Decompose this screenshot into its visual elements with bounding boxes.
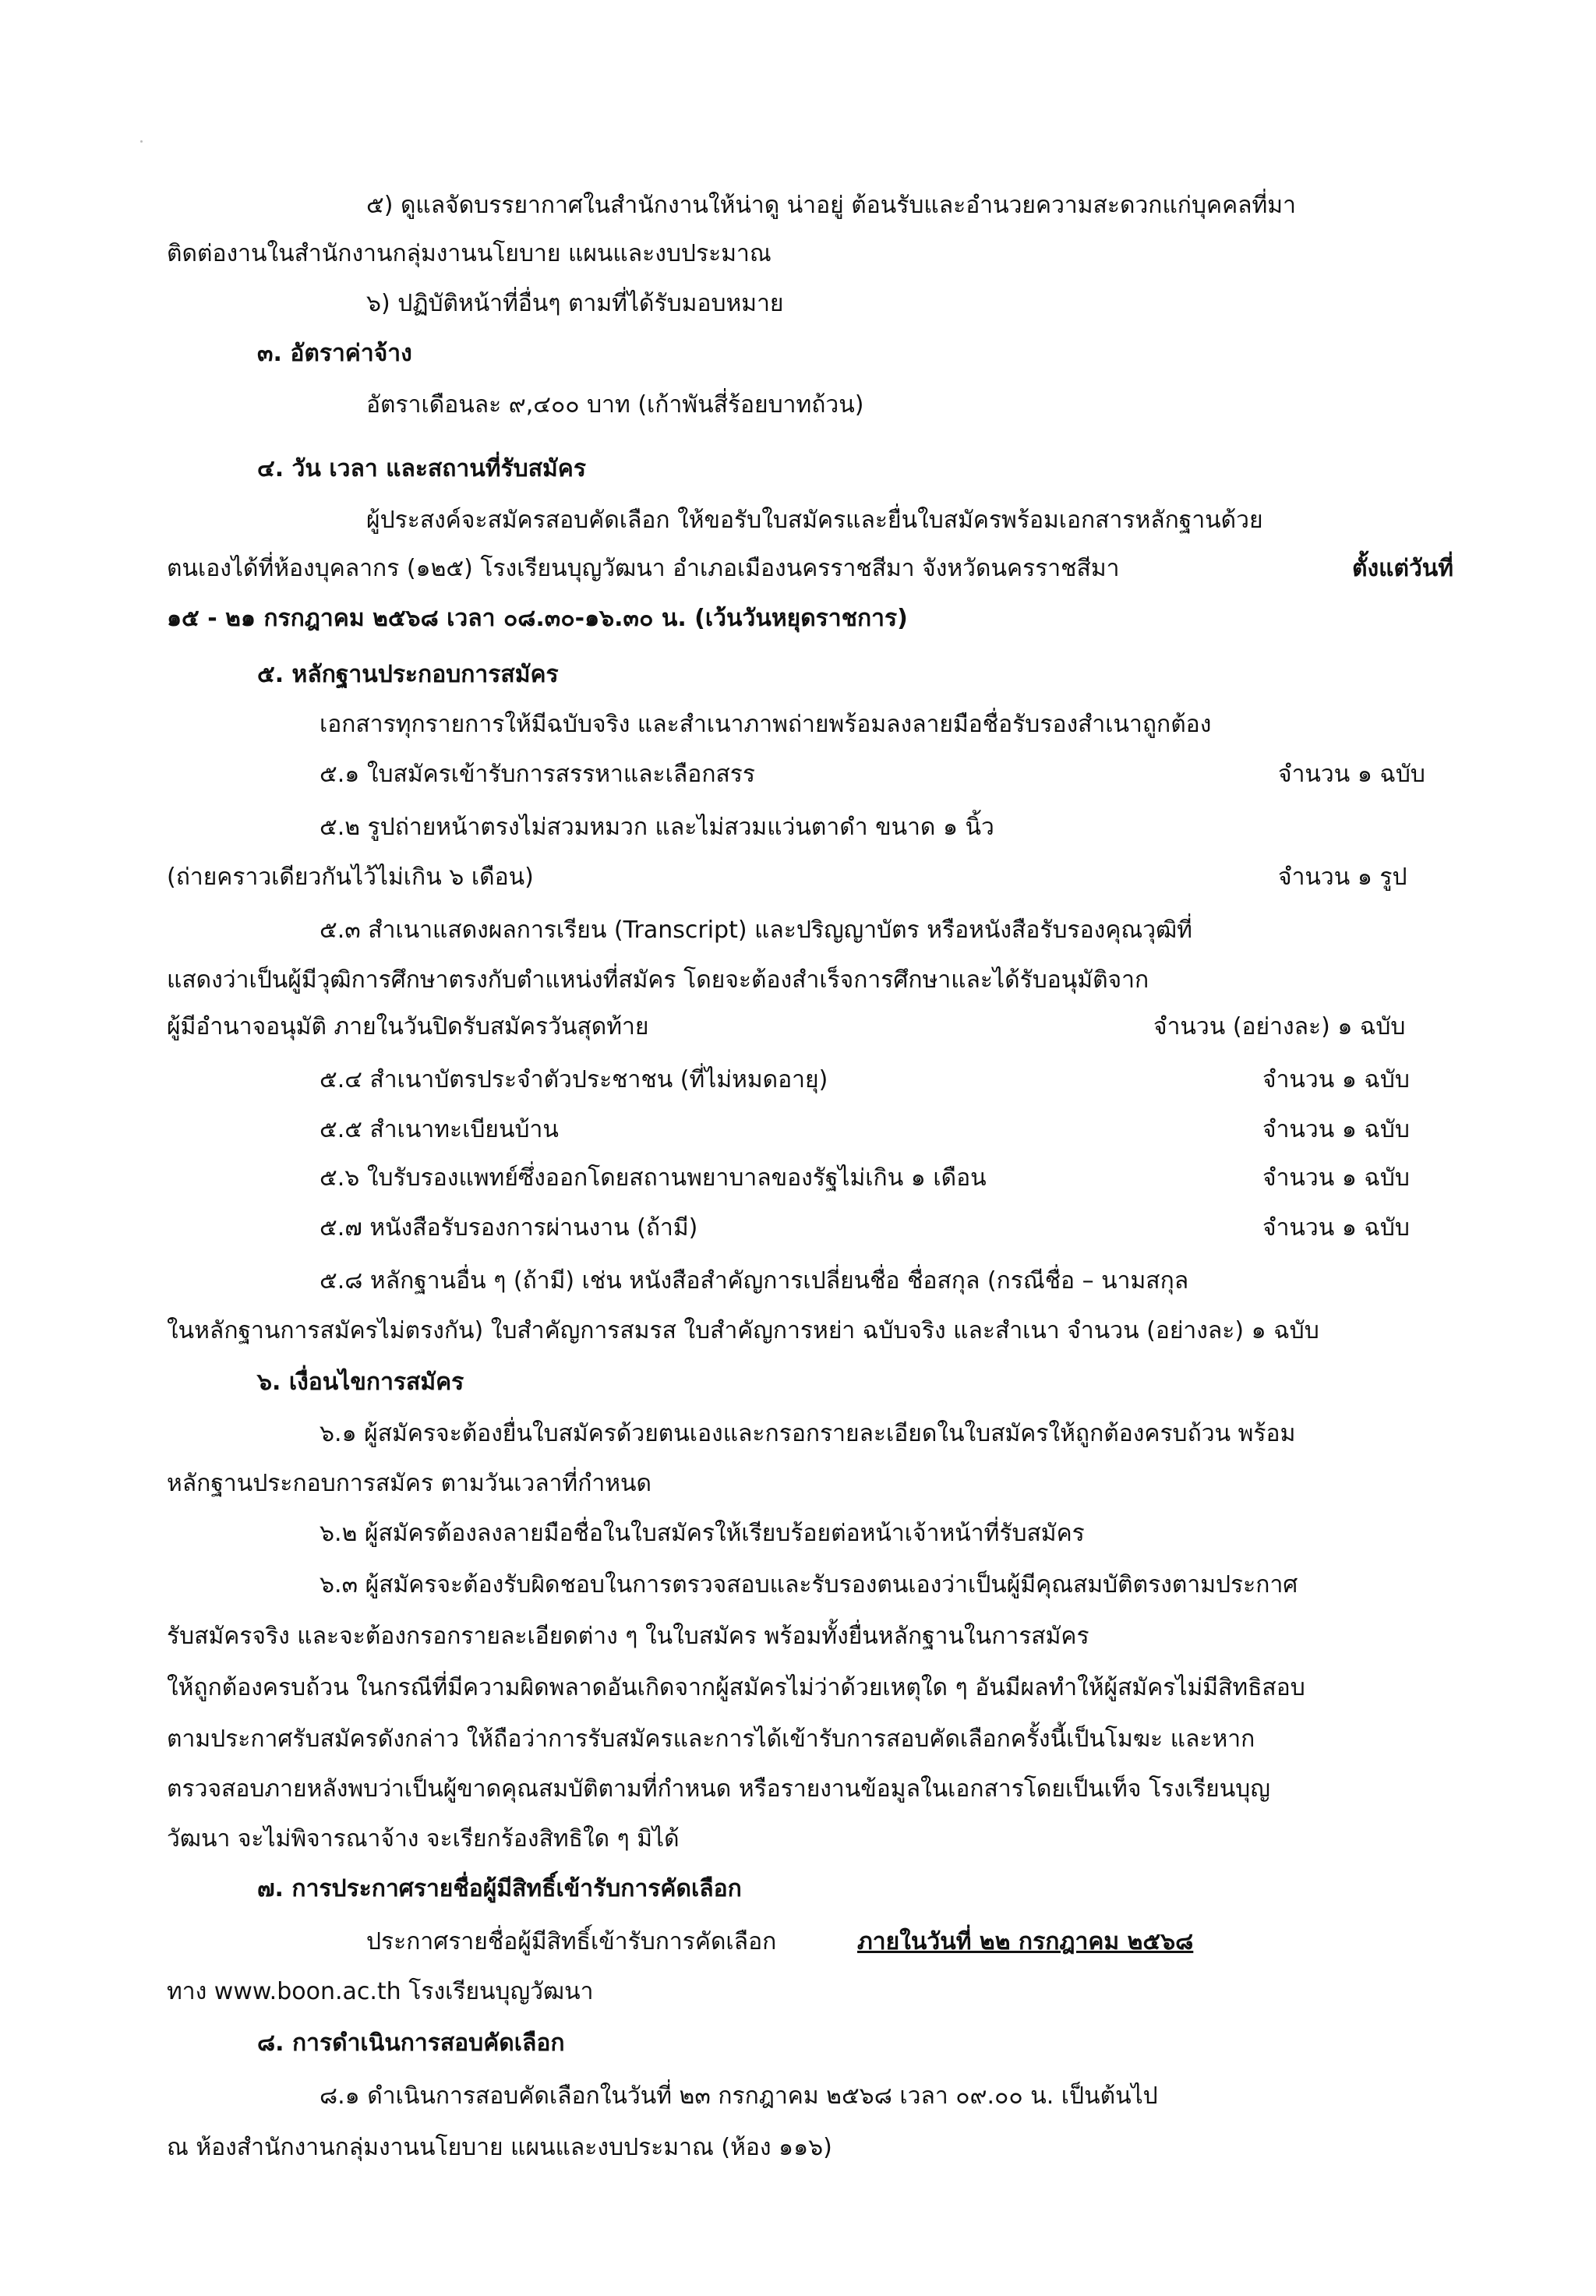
doc-item-5-5: ๕.๕ สำเนาทะเบียนบ้าน bbox=[320, 1116, 559, 1143]
section-5-heading: ๕. หลักฐานประกอบการสมัคร bbox=[257, 661, 559, 688]
wage-rate: อัตราเดือนละ ๙,๔๐๐ บาท (เก้าพันสี่ร้อยบาทถ้วน) bbox=[366, 391, 864, 419]
doc-item-5-2-line-1: ๕.๒ รูปถ่ายหน้าตรงไม่สวมหมวก และไม่สวมแว่นตาดำ ขนาด ๑ นิ้ว bbox=[320, 814, 994, 841]
doc-item-5-3-line-2: แสดงว่าเป็นผู้มีวุฒิการศึกษาตรงกับตำแหน่งที่สมัคร โดยจะต้องสำเร็จการศึกษาและได้รับอนุมัติจาก bbox=[167, 966, 1149, 994]
duty-item-5-line-2: ติดต่องานในสำนักงานกลุ่มงานนโยบาย แผนและงบประมาณ bbox=[167, 240, 772, 267]
doc-item-5-3-amount: จำนวน (อย่างละ) ๑ ฉบับ bbox=[1153, 1013, 1406, 1040]
section-3-heading: ๓. อัตราค่าจ้าง bbox=[257, 340, 412, 367]
doc-item-5-8-line-2: ในหลักฐานการสมัครไม่ตรงกัน) ใบสำคัญการสมรส ใบสำคัญการหย่า ฉบับจริง และสำเนา จำนวน (อย่างละ) ๑ ฉบับ bbox=[167, 1317, 1319, 1344]
section-4-heading: ๔. วัน เวลา และสถานที่รับสมัคร bbox=[257, 455, 586, 482]
condition-6-3-line-2: รับสมัครจริง และจะต้องกรอกรายละเอียดต่าง ๆ ในใบสมัคร พร้อมทั้งยื่นหลักฐานในการสมัคร bbox=[167, 1623, 1089, 1650]
section-4-line-1: ผู้ประสงค์จะสมัครสอบคัดเลือก ให้ขอรับใบสมัครและยื่นใบสมัครพร้อมเอกสารหลักฐานด้วย bbox=[366, 507, 1263, 534]
duty-item-5-line-1: ๕) ดูแลจัดบรรยากาศในสำนักงานให้น่าดู น่าอยู่ ต้อนรับและอำนวยความสะดวกแก่บุคคลที่มา bbox=[366, 192, 1296, 219]
doc-item-5-4-amount: จำนวน ๑ ฉบับ bbox=[1262, 1066, 1410, 1093]
doc-item-5-7-amount: จำนวน ๑ ฉบับ bbox=[1262, 1214, 1410, 1242]
announcement-line-1: ประกาศรายชื่อผู้มีสิทธิ์เข้ารับการคัดเลือก bbox=[366, 1928, 777, 1955]
section-4-line-2: ตนเองได้ที่ห้องบุคลากร (๑๒๕) โรงเรียนบุญวัฒนา อำเภอเมืองนครราชสีมา จังหวัดนครราชสีมา bbox=[167, 555, 1120, 582]
application-dates: ๑๕ - ๒๑ กรกฎาคม ๒๕๖๘ เวลา ๐๘.๓๐-๑๖.๓๐ น. (เว้นวันหยุดราชการ) bbox=[167, 605, 908, 632]
condition-6-3-line-4: ตามประกาศรับสมัครดังกล่าว ให้ถือว่าการรับสมัครและการได้เข้ารับการสอบคัดเลือกครั้งนี้เป็นโมฆะ และหาก bbox=[167, 1726, 1255, 1753]
condition-6-1-line-1: ๖.๑ ผู้สมัครจะต้องยื่นใบสมัครด้วยตนเองและกรอกรายละเอียดในใบสมัครให้ถูกต้องครบถ้วน พร้อม bbox=[320, 1420, 1296, 1447]
doc-item-5-2-line-2: (ถ่ายคราวเดียวกันไว้ไม่เกิน ๖ เดือน) bbox=[167, 864, 534, 891]
doc-item-5-7: ๕.๗ หนังสือรับรองการผ่านงาน (ถ้ามี) bbox=[320, 1214, 698, 1242]
section-7-heading: ๗. การประกาศรายชื่อผู้มีสิทธิ์เข้ารับการคัดเลือก bbox=[257, 1875, 742, 1902]
doc-item-5-1: ๕.๑ ใบสมัครเข้ารับการสรรหาและเลือกสรร bbox=[320, 761, 756, 788]
doc-item-5-8-line-1: ๕.๘ หลักฐานอื่น ๆ (ถ้ามี) เช่น หนังสือสำคัญการเปลี่ยนชื่อ ชื่อสกุล (กรณีชื่อ – นามสกุล bbox=[320, 1267, 1189, 1295]
doc-item-5-3-line-1: ๕.๓ สำเนาแสดงผลการเรียน (Transcript) และปริญญาบัตร หรือหนังสือรับรองคุณวุฒิที่ bbox=[320, 917, 1192, 944]
documents-intro: เอกสารทุกรายการให้มีฉบับจริง และสำเนาภาพถ่ายพร้อมลงลายมือชื่อรับรองสำเนาถูกต้อง bbox=[320, 711, 1212, 738]
exam-line-2: ณ ห้องสำนักงานกลุ่มงานนโยบาย แผนและงบประมาณ (ห้อง ๑๑๖) bbox=[167, 2134, 832, 2161]
section-6-heading: ๖. เงื่อนไขการสมัคร bbox=[257, 1369, 464, 1396]
condition-6-3-line-3: ให้ถูกต้องครบถ้วน ในกรณีที่มีความผิดพลาดอันเกิดจากผู้สมัครไม่ว่าด้วยเหตุใด ๆ อันมีผลทำให้ผู้สมัครไม่มีสิทธิสอบ bbox=[167, 1674, 1305, 1701]
duty-item-6: ๖) ปฏิบัติหน้าที่อื่นๆ ตามที่ได้รับมอบหมาย bbox=[366, 290, 784, 317]
condition-6-3-line-6: วัฒนา จะไม่พิจารณาจ้าง จะเรียกร้องสิทธิใด ๆ มิได้ bbox=[167, 1825, 680, 1853]
condition-6-3-line-5: ตรวจสอบภายหลังพบว่าเป็นผู้ขาดคุณสมบัติตามที่กำหนด หรือรายงานข้อมูลในเอกสารโดยเป็นเท็จ โรงเรียนบุญ bbox=[167, 1775, 1270, 1803]
exam-line-1: ๘.๑ ดำเนินการสอบคัดเลือกในวันที่ ๒๓ กรกฎาคม ๒๕๖๘ เวลา ๐๙.๐๐ น. เป็นต้นไป bbox=[320, 2082, 1158, 2110]
doc-item-5-4: ๕.๔ สำเนาบัตรประจำตัวประชาชน (ที่ไม่หมดอายุ) bbox=[320, 1066, 828, 1093]
scan-speck bbox=[140, 140, 143, 143]
section-4-line-2-date-lead: ตั้งแต่วันที่ bbox=[1352, 555, 1454, 582]
announcement-website-line: ทาง www.boon.ac.th โรงเรียนบุญวัฒนา bbox=[167, 1978, 594, 2005]
condition-6-1-line-2: หลักฐานประกอบการสมัคร ตามวันเวลาที่กำหนด bbox=[167, 1470, 651, 1497]
doc-item-5-6-amount: จำนวน ๑ ฉบับ bbox=[1262, 1164, 1410, 1192]
condition-6-3-line-1: ๖.๓ ผู้สมัครจะต้องรับผิดชอบในการตรวจสอบและรับรองตนเองว่าเป็นผู้มีคุณสมบัติตรงตามประกาศ bbox=[320, 1571, 1298, 1598]
doc-item-5-2-amount: จำนวน ๑ รูป bbox=[1278, 864, 1407, 891]
condition-6-2: ๖.๒ ผู้สมัครต้องลงลายมือชื่อในใบสมัครให้เรียบร้อยต่อหน้าเจ้าหน้าที่รับสมัคร bbox=[320, 1520, 1085, 1547]
doc-item-5-5-amount: จำนวน ๑ ฉบับ bbox=[1262, 1116, 1410, 1143]
doc-item-5-1-amount: จำนวน ๑ ฉบับ bbox=[1278, 761, 1425, 788]
doc-item-5-6: ๕.๖ ใบรับรองแพทย์ซึ่งออกโดยสถานพยาบาลของรัฐไม่เกิน ๑ เดือน bbox=[320, 1164, 987, 1192]
section-8-heading: ๘. การดำเนินการสอบคัดเลือก bbox=[257, 2029, 565, 2057]
doc-item-5-3-line-3: ผู้มีอำนาจอนุมัติ ภายในวันปิดรับสมัครวันสุดท้าย bbox=[167, 1013, 649, 1040]
announcement-date: ภายในวันที่ ๒๒ กรกฎาคม ๒๕๖๘ bbox=[857, 1928, 1194, 1955]
